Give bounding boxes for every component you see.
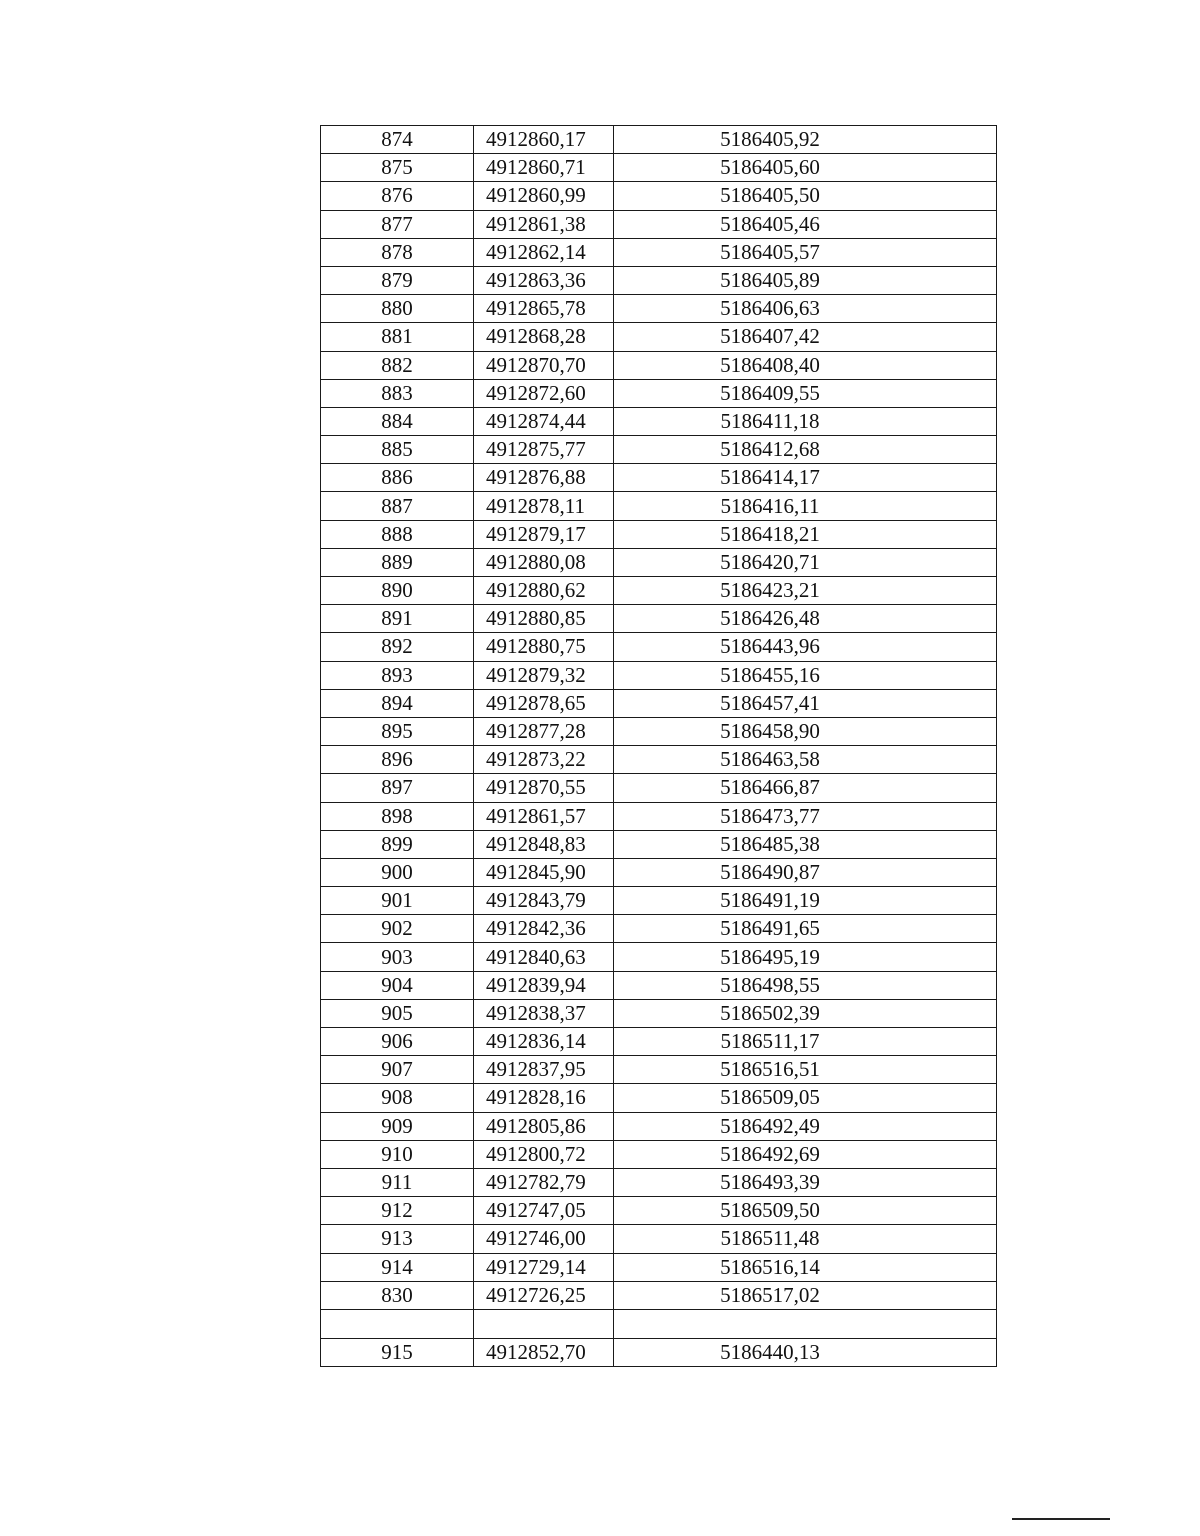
table-row: [321, 774, 997, 802]
table-row: [321, 689, 997, 717]
x-coordinate-cell: 4912852,70: [474, 1338, 614, 1366]
point-number-cell: 878: [321, 238, 474, 266]
x-coordinate-cell: 4912863,36: [474, 266, 614, 294]
table-row: [321, 238, 997, 266]
x-coordinate-cell: 4912861,38: [474, 210, 614, 238]
x-coordinate-cell: 4912860,17: [474, 126, 614, 154]
table-row: [321, 1338, 997, 1366]
y-coordinate-cell: 5186418,21: [614, 520, 997, 548]
y-coordinate-cell: 5186502,39: [614, 999, 997, 1027]
y-coordinate-cell: 5186405,92: [614, 126, 997, 154]
y-coordinate-cell: 5186490,87: [614, 858, 997, 886]
point-number-cell: 909: [321, 1112, 474, 1140]
y-coordinate-cell: 5186405,50: [614, 182, 997, 210]
x-coordinate-cell: 4912729,14: [474, 1253, 614, 1281]
point-number-cell: 912: [321, 1197, 474, 1225]
x-coordinate-cell: 4912837,95: [474, 1056, 614, 1084]
x-coordinate-cell: 4912860,99: [474, 182, 614, 210]
table-row: [321, 436, 997, 464]
point-number-cell: 896: [321, 746, 474, 774]
x-coordinate-cell: 4912877,28: [474, 717, 614, 745]
table-row: [321, 915, 997, 943]
x-coordinate-cell: 4912875,77: [474, 436, 614, 464]
y-coordinate-cell: 5186409,55: [614, 379, 997, 407]
x-coordinate-cell: 4912843,79: [474, 887, 614, 915]
x-coordinate-cell: 4912876,88: [474, 464, 614, 492]
point-number-cell: 915: [321, 1338, 474, 1366]
y-coordinate-cell: [614, 1309, 997, 1338]
y-coordinate-cell: 5186426,48: [614, 605, 997, 633]
table-row: [321, 802, 997, 830]
y-coordinate-cell: 5186485,38: [614, 830, 997, 858]
point-number-cell: 879: [321, 266, 474, 294]
table-row: [321, 520, 997, 548]
table-row: [321, 971, 997, 999]
point-number-cell: 888: [321, 520, 474, 548]
x-coordinate-cell: 4912878,11: [474, 492, 614, 520]
x-coordinate-cell: 4912879,17: [474, 520, 614, 548]
point-number-cell: 913: [321, 1225, 474, 1253]
point-number-cell: 903: [321, 943, 474, 971]
y-coordinate-cell: 5186509,50: [614, 1197, 997, 1225]
y-coordinate-cell: 5186405,89: [614, 266, 997, 294]
point-number-cell: 889: [321, 548, 474, 576]
page-footer-line: [1012, 1518, 1110, 1520]
y-coordinate-cell: 5186498,55: [614, 971, 997, 999]
table-row: [321, 577, 997, 605]
table-row: [321, 1225, 997, 1253]
x-coordinate-cell: 4912870,70: [474, 351, 614, 379]
point-number-cell: 877: [321, 210, 474, 238]
table-row: [321, 266, 997, 294]
y-coordinate-cell: 5186423,21: [614, 577, 997, 605]
point-number-cell: 914: [321, 1253, 474, 1281]
table-row: [321, 605, 997, 633]
y-coordinate-cell: 5186517,02: [614, 1281, 997, 1309]
y-coordinate-cell: 5186516,14: [614, 1253, 997, 1281]
point-number-cell: 904: [321, 971, 474, 999]
point-number-cell: 890: [321, 577, 474, 605]
x-coordinate-cell: 4912873,22: [474, 746, 614, 774]
table-row: [321, 1140, 997, 1168]
x-coordinate-cell: 4912880,75: [474, 633, 614, 661]
y-coordinate-cell: 5186440,13: [614, 1338, 997, 1366]
table-row: [321, 943, 997, 971]
table-row: [321, 1028, 997, 1056]
y-coordinate-cell: 5186411,18: [614, 407, 997, 435]
point-number-cell: 897: [321, 774, 474, 802]
table-row: [321, 717, 997, 745]
y-coordinate-cell: 5186463,58: [614, 746, 997, 774]
point-number-cell: 907: [321, 1056, 474, 1084]
y-coordinate-cell: 5186414,17: [614, 464, 997, 492]
y-coordinate-cell: 5186492,49: [614, 1112, 997, 1140]
x-coordinate-cell: 4912878,65: [474, 689, 614, 717]
table-row: [321, 1281, 997, 1309]
point-number-cell: 910: [321, 1140, 474, 1168]
table-row: [321, 746, 997, 774]
coordinates-table-body: [321, 126, 997, 1367]
y-coordinate-cell: 5186473,77: [614, 802, 997, 830]
point-number-cell: 900: [321, 858, 474, 886]
x-coordinate-cell: 4912865,78: [474, 295, 614, 323]
y-coordinate-cell: 5186420,71: [614, 548, 997, 576]
x-coordinate-cell: 4912842,36: [474, 915, 614, 943]
y-coordinate-cell: 5186405,57: [614, 238, 997, 266]
point-number-cell: [321, 1309, 474, 1338]
y-coordinate-cell: 5186443,96: [614, 633, 997, 661]
point-number-cell: 906: [321, 1028, 474, 1056]
table-row: [321, 182, 997, 210]
point-number-cell: 884: [321, 407, 474, 435]
y-coordinate-cell: 5186511,17: [614, 1028, 997, 1056]
x-coordinate-cell: 4912726,25: [474, 1281, 614, 1309]
y-coordinate-cell: 5186511,48: [614, 1225, 997, 1253]
point-number-cell: 911: [321, 1168, 474, 1196]
x-coordinate-cell: 4912848,83: [474, 830, 614, 858]
x-coordinate-cell: 4912874,44: [474, 407, 614, 435]
point-number-cell: 901: [321, 887, 474, 915]
table-row: [321, 492, 997, 520]
x-coordinate-cell: 4912879,32: [474, 661, 614, 689]
x-coordinate-cell: 4912860,71: [474, 154, 614, 182]
table-row: [321, 887, 997, 915]
point-number-cell: 908: [321, 1084, 474, 1112]
table-row: [321, 210, 997, 238]
point-number-cell: 893: [321, 661, 474, 689]
y-coordinate-cell: 5186466,87: [614, 774, 997, 802]
x-coordinate-cell: 4912861,57: [474, 802, 614, 830]
table-row: [321, 661, 997, 689]
x-coordinate-cell: 4912782,79: [474, 1168, 614, 1196]
table-row: [321, 999, 997, 1027]
point-number-cell: 875: [321, 154, 474, 182]
x-coordinate-cell: 4912747,05: [474, 1197, 614, 1225]
table-row: [321, 1168, 997, 1196]
table-row: [321, 548, 997, 576]
x-coordinate-cell: 4912839,94: [474, 971, 614, 999]
x-coordinate-cell: 4912836,14: [474, 1028, 614, 1056]
point-number-cell: 882: [321, 351, 474, 379]
y-coordinate-cell: 5186493,39: [614, 1168, 997, 1196]
y-coordinate-cell: 5186406,63: [614, 295, 997, 323]
x-coordinate-cell: 4912870,55: [474, 774, 614, 802]
table-row: [321, 1084, 997, 1112]
point-number-cell: 876: [321, 182, 474, 210]
table-row: [321, 351, 997, 379]
y-coordinate-cell: 5186407,42: [614, 323, 997, 351]
point-number-cell: 892: [321, 633, 474, 661]
table-row: [321, 1112, 997, 1140]
y-coordinate-cell: 5186455,16: [614, 661, 997, 689]
y-coordinate-cell: 5186416,11: [614, 492, 997, 520]
point-number-cell: 894: [321, 689, 474, 717]
table-row: [321, 633, 997, 661]
point-number-cell: 895: [321, 717, 474, 745]
table-row: [321, 1197, 997, 1225]
y-coordinate-cell: 5186491,19: [614, 887, 997, 915]
point-number-cell: 899: [321, 830, 474, 858]
table-row: [321, 1253, 997, 1281]
y-coordinate-cell: 5186509,05: [614, 1084, 997, 1112]
x-coordinate-cell: 4912746,00: [474, 1225, 614, 1253]
table-row: [321, 323, 997, 351]
table-row: [321, 830, 997, 858]
table-row: [321, 407, 997, 435]
point-number-cell: 905: [321, 999, 474, 1027]
point-number-cell: 874: [321, 126, 474, 154]
point-number-cell: 885: [321, 436, 474, 464]
x-coordinate-cell: 4912880,62: [474, 577, 614, 605]
table-row: [321, 379, 997, 407]
x-coordinate-cell: 4912805,86: [474, 1112, 614, 1140]
x-coordinate-cell: 4912845,90: [474, 858, 614, 886]
table-row: [321, 295, 997, 323]
point-number-cell: 830: [321, 1281, 474, 1309]
y-coordinate-cell: 5186491,65: [614, 915, 997, 943]
point-number-cell: 898: [321, 802, 474, 830]
table-row: [321, 154, 997, 182]
point-number-cell: 887: [321, 492, 474, 520]
x-coordinate-cell: 4912840,63: [474, 943, 614, 971]
y-coordinate-cell: 5186458,90: [614, 717, 997, 745]
y-coordinate-cell: 5186405,46: [614, 210, 997, 238]
table-row: [321, 858, 997, 886]
point-number-cell: 891: [321, 605, 474, 633]
y-coordinate-cell: 5186495,19: [614, 943, 997, 971]
table-row: [321, 126, 997, 154]
coordinates-table: [320, 125, 997, 1367]
point-number-cell: 886: [321, 464, 474, 492]
x-coordinate-cell: 4912872,60: [474, 379, 614, 407]
table-row: [321, 464, 997, 492]
y-coordinate-cell: 5186516,51: [614, 1056, 997, 1084]
x-coordinate-cell: 4912880,85: [474, 605, 614, 633]
y-coordinate-cell: 5186405,60: [614, 154, 997, 182]
point-number-cell: 883: [321, 379, 474, 407]
table-row: [321, 1309, 997, 1338]
point-number-cell: 902: [321, 915, 474, 943]
x-coordinate-cell: 4912838,37: [474, 999, 614, 1027]
x-coordinate-cell: 4912828,16: [474, 1084, 614, 1112]
x-coordinate-cell: 4912880,08: [474, 548, 614, 576]
x-coordinate-cell: 4912862,14: [474, 238, 614, 266]
point-number-cell: 881: [321, 323, 474, 351]
y-coordinate-cell: 5186408,40: [614, 351, 997, 379]
y-coordinate-cell: 5186412,68: [614, 436, 997, 464]
y-coordinate-cell: 5186492,69: [614, 1140, 997, 1168]
x-coordinate-cell: 4912868,28: [474, 323, 614, 351]
table-row: [321, 1056, 997, 1084]
x-coordinate-cell: 4912800,72: [474, 1140, 614, 1168]
point-number-cell: 880: [321, 295, 474, 323]
y-coordinate-cell: 5186457,41: [614, 689, 997, 717]
x-coordinate-cell: [474, 1309, 614, 1338]
